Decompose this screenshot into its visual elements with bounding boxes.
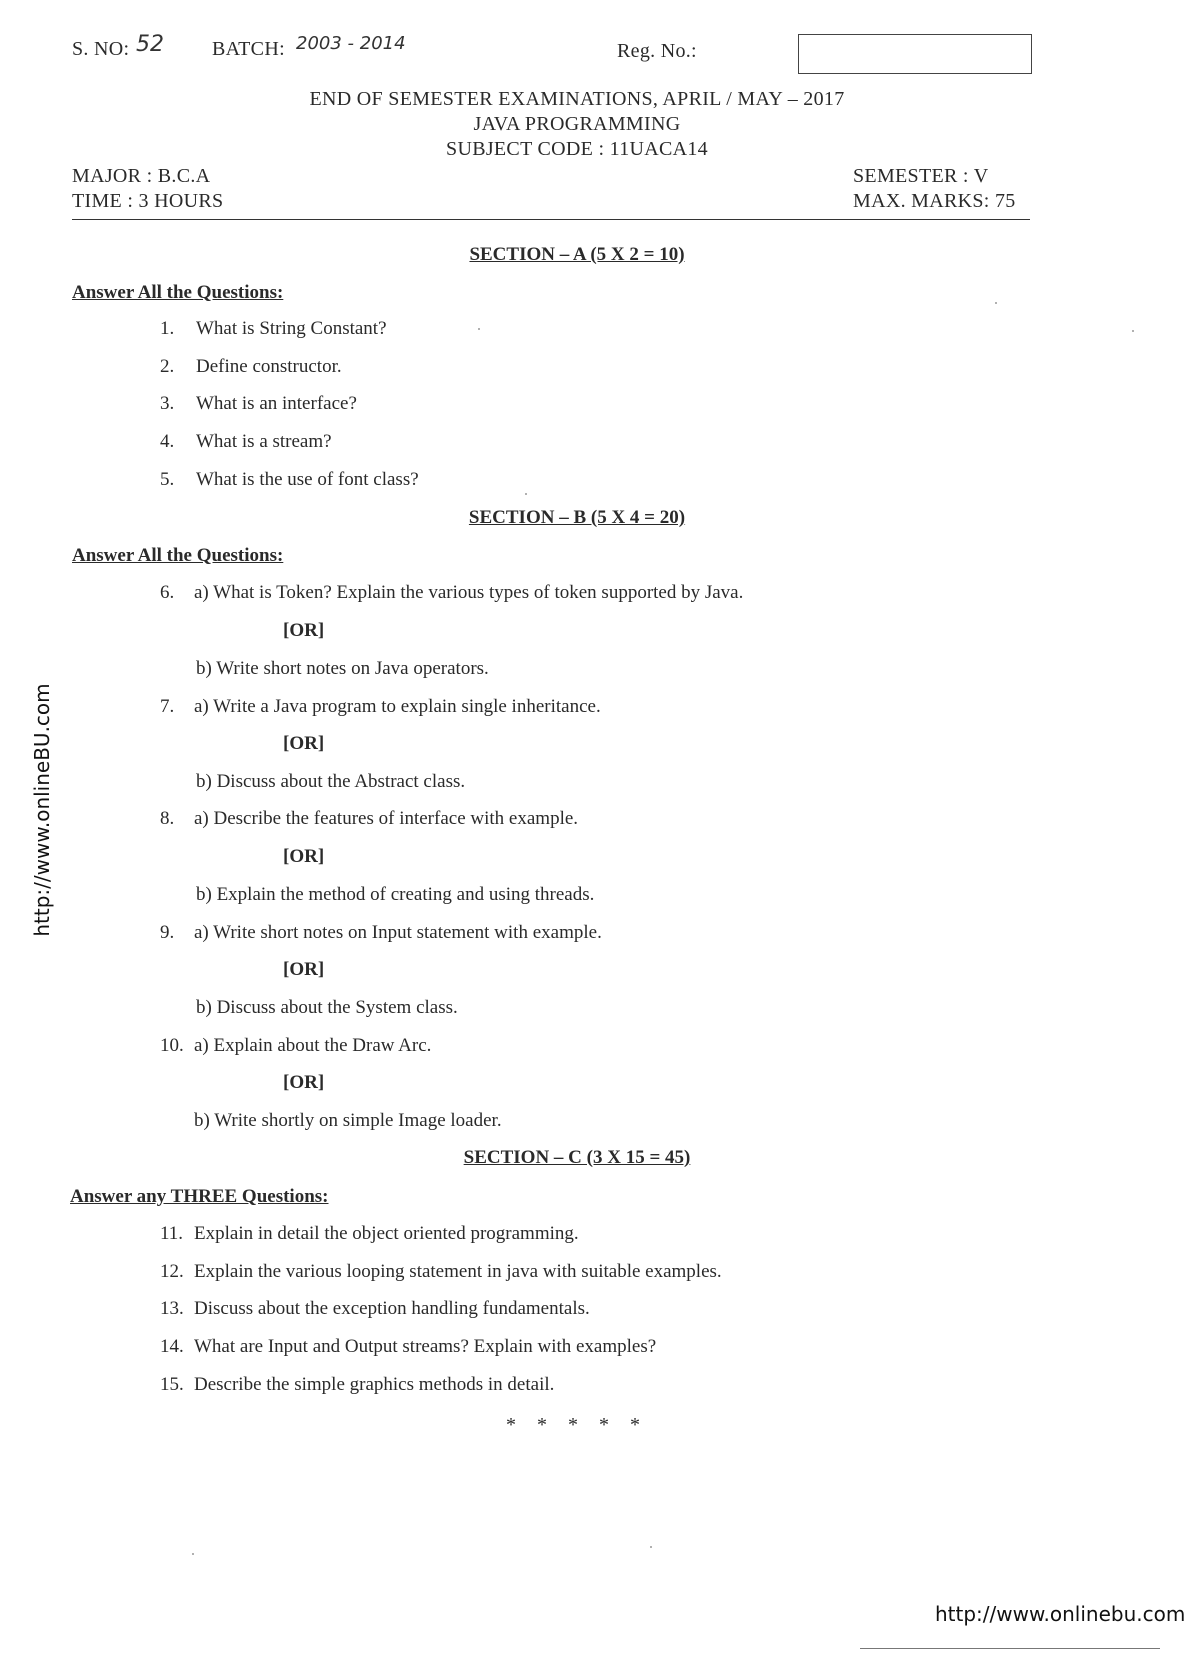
question-number: 5. bbox=[160, 469, 175, 490]
footer-rule bbox=[860, 1648, 1160, 1649]
or-separator: [OR] bbox=[283, 733, 325, 754]
question-text: Define constructor. bbox=[196, 356, 342, 377]
reg-no-box bbox=[798, 34, 1032, 74]
question-number: 9. bbox=[160, 922, 175, 943]
side-watermark-url: http://www.onlineBU.com bbox=[30, 683, 54, 937]
question-number: 13. bbox=[160, 1298, 184, 1319]
scan-speck bbox=[1132, 330, 1134, 332]
scan-speck bbox=[525, 493, 527, 495]
section-c-instruction: Answer any THREE Questions: bbox=[70, 1186, 329, 1207]
scan-speck bbox=[192, 1553, 194, 1555]
question-number: 2. bbox=[160, 356, 175, 377]
major: MAJOR : B.C.A bbox=[72, 165, 211, 187]
question-part-a: a) Explain about the Draw Arc. bbox=[194, 1035, 432, 1056]
or-separator: [OR] bbox=[283, 1072, 325, 1093]
question-text: What is String Constant? bbox=[196, 318, 387, 339]
question-number: 3. bbox=[160, 393, 175, 414]
exam-title: END OF SEMESTER EXAMINATIONS, APRIL / MAY – 2017 bbox=[309, 88, 845, 110]
max-marks: MAX. MARKS: 75 bbox=[853, 190, 1016, 212]
question-text: Explain in detail the object oriented programming. bbox=[194, 1223, 579, 1244]
or-separator: [OR] bbox=[283, 620, 325, 641]
question-number: 8. bbox=[160, 808, 175, 829]
question-number: 10. bbox=[160, 1035, 184, 1056]
scan-speck bbox=[650, 1546, 652, 1548]
question-number: 12. bbox=[160, 1261, 184, 1282]
question-number: 14. bbox=[160, 1336, 184, 1357]
question-part-b: b) Discuss about the Abstract class. bbox=[196, 771, 466, 792]
question-number: 15. bbox=[160, 1374, 184, 1395]
question-text: What are Input and Output streams? Explain with examples? bbox=[194, 1336, 657, 1357]
question-part-a: a) What is Token? Explain the various types of token supported by Java. bbox=[194, 582, 744, 603]
or-separator: [OR] bbox=[283, 846, 325, 867]
section-b-instruction: Answer All the Questions: bbox=[72, 545, 284, 566]
subject-name: JAVA PROGRAMMING bbox=[473, 113, 681, 135]
question-number: 11. bbox=[160, 1223, 184, 1244]
question-part-a: a) Describe the features of interface with example. bbox=[194, 808, 579, 829]
section-a-instruction: Answer All the Questions: bbox=[72, 282, 284, 303]
serial-number-label: S. NO: bbox=[72, 38, 130, 60]
section-b-title: SECTION – B (5 X 4 = 20) bbox=[468, 507, 686, 528]
section-c-title: SECTION – C (3 X 15 = 45) bbox=[463, 1147, 691, 1168]
semester: SEMESTER : V bbox=[853, 165, 989, 187]
scan-speck bbox=[995, 302, 997, 304]
question-part-a: a) Write short notes on Input statement with example. bbox=[194, 922, 602, 943]
question-number: 6. bbox=[160, 582, 175, 603]
subject-code: SUBJECT CODE : 11UACA14 bbox=[446, 138, 708, 160]
question-text: What is a stream? bbox=[196, 431, 332, 452]
question-text: Discuss about the exception handling fundamentals. bbox=[194, 1298, 590, 1319]
question-part-b: b) Write short notes on Java operators. bbox=[196, 658, 489, 679]
time: TIME : 3 HOURS bbox=[72, 190, 224, 212]
question-number: 7. bbox=[160, 696, 175, 717]
header-divider bbox=[72, 219, 1030, 220]
batch-value: 2003 - 2014 bbox=[296, 33, 406, 54]
question-number: 1. bbox=[160, 318, 175, 339]
question-text: What is the use of font class? bbox=[196, 469, 419, 490]
footer-url: http://www.onlinebu.com bbox=[935, 1602, 1186, 1626]
question-part-b: b) Discuss about the System class. bbox=[196, 997, 458, 1018]
question-number: 4. bbox=[160, 431, 175, 452]
question-part-b: b) Explain the method of creating and using threads. bbox=[196, 884, 595, 905]
question-part-b: b) Write shortly on simple Image loader. bbox=[194, 1110, 502, 1131]
batch-label: BATCH: bbox=[212, 38, 285, 60]
question-text: Describe the simple graphics methods in detail. bbox=[194, 1374, 555, 1395]
reg-no-label: Reg. No.: bbox=[617, 40, 697, 62]
question-text: Explain the various looping statement in java with suitable examples. bbox=[194, 1261, 722, 1282]
question-part-a: a) Write a Java program to explain single inheritance. bbox=[194, 696, 601, 717]
question-text: What is an interface? bbox=[196, 393, 357, 414]
or-separator: [OR] bbox=[283, 959, 325, 980]
scan-speck bbox=[478, 328, 480, 330]
end-of-paper-stars: * * * * * bbox=[506, 1414, 648, 1436]
section-a-title: SECTION – A (5 X 2 = 10) bbox=[469, 244, 685, 265]
serial-number-value: 52 bbox=[136, 32, 164, 57]
